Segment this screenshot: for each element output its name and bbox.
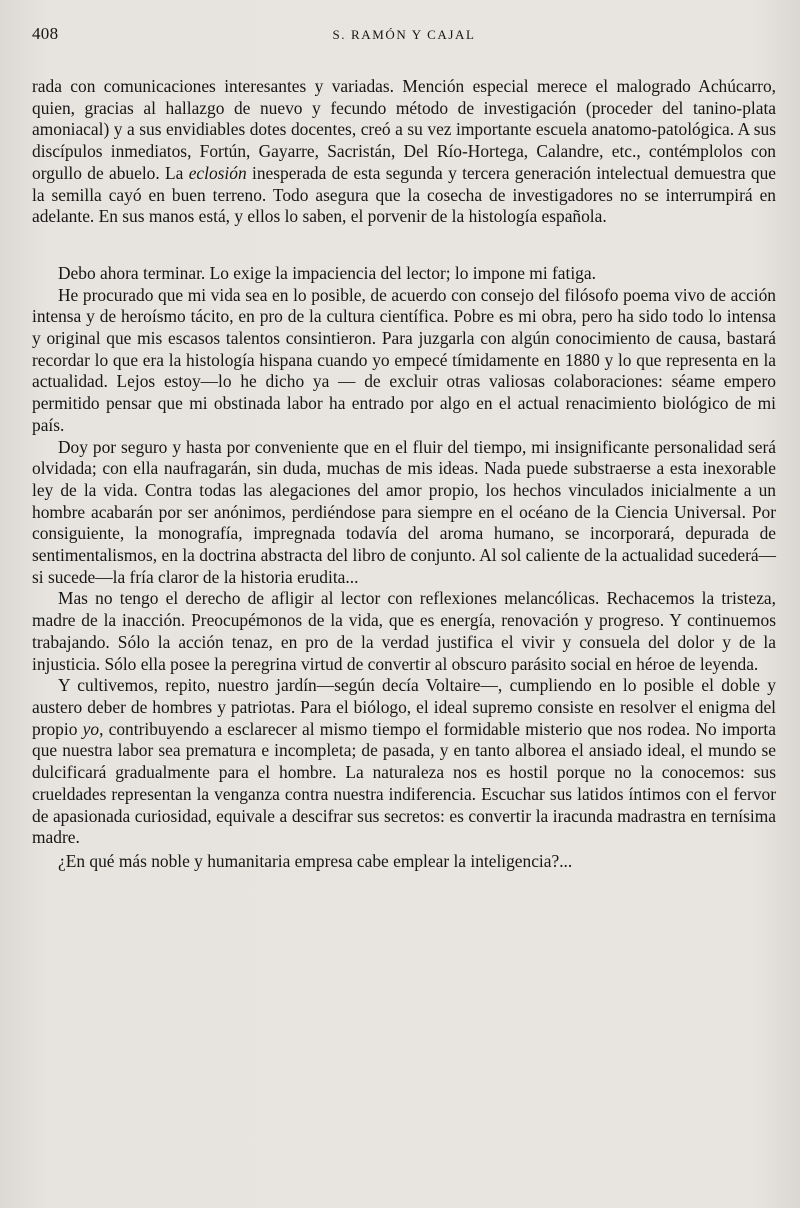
running-title: S. RAMÓN Y CAJAL bbox=[332, 27, 476, 42]
paragraph-text: inesperada de esta segunda y tercera generación intelectual demuestra que la semilla cayó en buen terreno. Todo asegura que la cosecha de investigadores no se interrumpirá en adelante. En sus manos está, y ellos lo saben, el porvenir de la histología española. bbox=[32, 162, 776, 227]
emphasized-word: eclosión bbox=[188, 162, 247, 183]
page-number: 408 bbox=[32, 24, 59, 43]
paragraph-text: Y cultivemos, repito, nuestro jardín—según decía Voltaire—, cumpliendo en lo posible el doble y austero deber de hombres y patriotas. Para el biólogo, el ideal supremo consiste en resolver el enigma del propio bbox=[32, 675, 776, 739]
paragraph-text: rada con comunicaciones interesantes y variadas. Mención especial merece el malogrado Achúcarro, quien, gracias al hallazgo de nuevo y fecundo método de investigación (proceder del tanino-plata amoniacal) y a sus envidiables dotes docentes, creó a su vez importante escuela anatomo-patológica. A sus discípulos inmediatos, Fortún, Gayarre, Sacristán, Del Río-Hortega, Calandre, etc., contémplolos con orgullo de abuelo. La bbox=[32, 76, 776, 183]
paragraph-closing-question: ¿En qué más noble y humanitaria empresa cabe emplear la inteligencia?... bbox=[58, 850, 573, 871]
body-text bbox=[32, 76, 776, 873]
paragraph: He procurado que mi vida sea en lo posible, de acuerdo con consejo del filósofo poema vivo de acción intensa y de heroísmo tácito, en pro de la cultura científica. Pobre es mi obra, pero ha sido todo lo intensa y original que mis escasos talentos consintieron. Para juzgarla con algún conocimiento de causa, bastará recordar lo que era la histología hispana cuando yo empecé tímidamente en 1880 y lo que representa en la actualidad. Lejos estoy—lo he dicho ya — de excluir otras valiosas colaboraciones: séame empero permitido pensar que mi obstinada labor ha entrado por algo en el actual renacimiento biológico de mi país. bbox=[32, 284, 776, 435]
paragraph: Debo ahora terminar. Lo exige la impaciencia del lector; lo impone mi fatiga. bbox=[58, 262, 596, 283]
emphasized-word: yo bbox=[82, 718, 100, 739]
paragraph-continuation bbox=[32, 76, 776, 228]
paragraph-text: , contribuyendo a esclarecer al mismo tiempo el formidable misterio que nos rodea. No importa que nuestra labor sea prematura e incompleta; de pasada, y en tanto alborea el ansiado ideal, el mundo se dulcificará gradualmente para el hombre. La naturaleza nos es hostil porque no la conocemos: sus crueldades representan la venganza contra nuestra indiferencia. Escuchar sus latidos íntimos con el fervor de apasionada curiosidad, equivale a descifrar sus secretos: es convertir la iracunda madrastra en ternísima madre. bbox=[32, 718, 776, 848]
paragraph bbox=[32, 675, 776, 849]
paragraph: Doy por seguro y hasta por conveniente que en el fluir del tiempo, mi insignificante personalidad será olvidada; con ella naufragarán, sin duda, muchas de mis ideas. Nada puede substraerse a esta inexorable ley de la vida. Contra todas las alegaciones del amor propio, los hechos vinculados inicialmente a un hombre acabarán por ser anónimos, perdiéndose para siempre en el océano de la Ciencia Universal. Por consiguiente, la monografía, impregnada todavía del aroma humano, se incorporará, depurada de sentimentalismos, en la doctrina abstracta del libro de conjunto. Al sol caliente de la actualidad sucederá—si sucede—la fría claror de la historia erudita... bbox=[32, 436, 776, 587]
running-head bbox=[32, 20, 776, 50]
paragraph: Mas no tengo el derecho de afligir al lector con reflexiones melancólicas. Rechacemos la tristeza, madre de la inacción. Preocupémonos de la vida, que es energía, renovación y progreso. Y continuemos trabajando. Sólo la acción tenaz, en pro de la verdad justifica el vivir y consuela del dolor y de la injusticia. Sólo ella posee la peregrina virtud de convertir al obscuro parásito social en héroe de leyenda. bbox=[32, 588, 776, 674]
